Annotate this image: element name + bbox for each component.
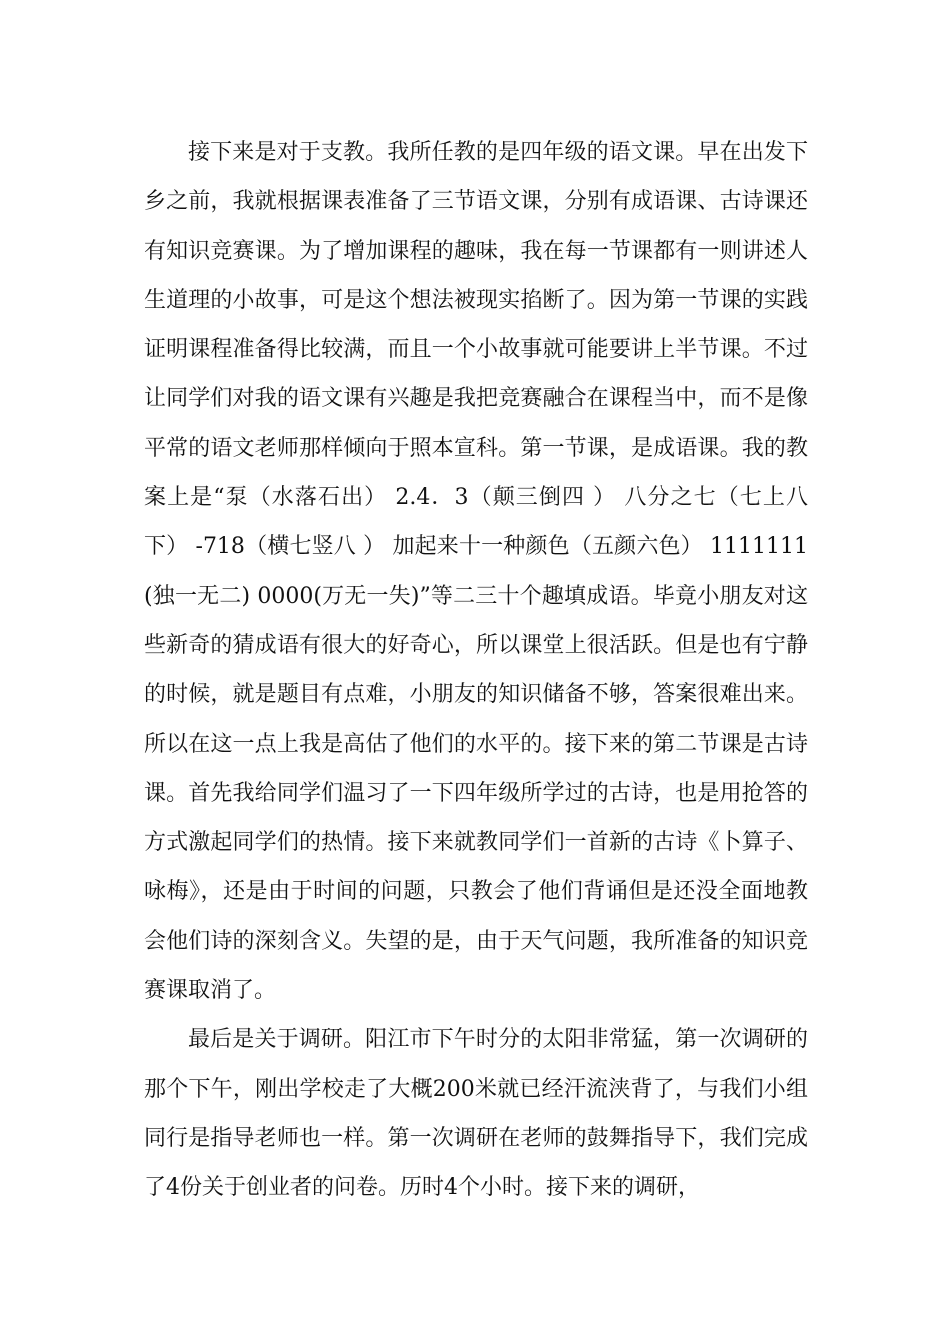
document-body	[144, 128, 808, 1213]
paragraph-teaching: 接下来是对于支教。我所任教的是四年级的语文课。早在出发下乡之前，我就根据课表准备了三节语文课，分别有成语课、古诗课还有知识竞赛课。为了增加课程的趣味，我在每一节课都有一则讲述人生道理的小故事，可是这个想法被现实掐断了。因为第一节课的实践证明课程准备得比较满，而且一个小故事就可能要讲上半节课。不过让同学们对我的语文课有兴趣是我把竞赛融合在课程当中，而不是像平常的语文老师那样倾向于照本宣科。第一节课，是成语课。我的教案上是“泵（水落石出） 2.4．3（颠三倒四 ） 八分之七（七上八下） -718（横七竖八 ） 加起来十一种颜色（五颜六色） 1111111(独一无二) 0000(万无一失)”等二三十个趣填成语。毕竟小朋友对这些新奇的猜成语有很大的好奇心，所以课堂上很活跃。但是也有宁静的时候，就是题目有点难，小朋友的知识储备不够，答案很难出来。所以在这一点上我是高估了他们的水平的。接下来的第二节课是古诗课。首先我给同学们温习了一下四年级所学过的古诗，也是用抢答的方式激起同学们的热情。接下来就教同学们一首新的古诗《卜算子、咏梅》，还是由于时间的问题，只教会了他们背诵但是还没全面地教会他们诗的深刻含义。失望的是，由于天气问题，我所准备的知识竞赛课取消了。	[144, 140, 808, 1004]
paragraph-research: 最后是关于调研。阳江市下午时分的太阳非常猛，第一次调研的那个下午，刚出学校走了大概200米就已经汗流浃背了，与我们小组同行是指导老师也一样。第一次调研在老师的鼓舞指导下，我们完成了4份关于创业者的问卷。历时4个小时。接下来的调研，	[144, 1027, 808, 1201]
